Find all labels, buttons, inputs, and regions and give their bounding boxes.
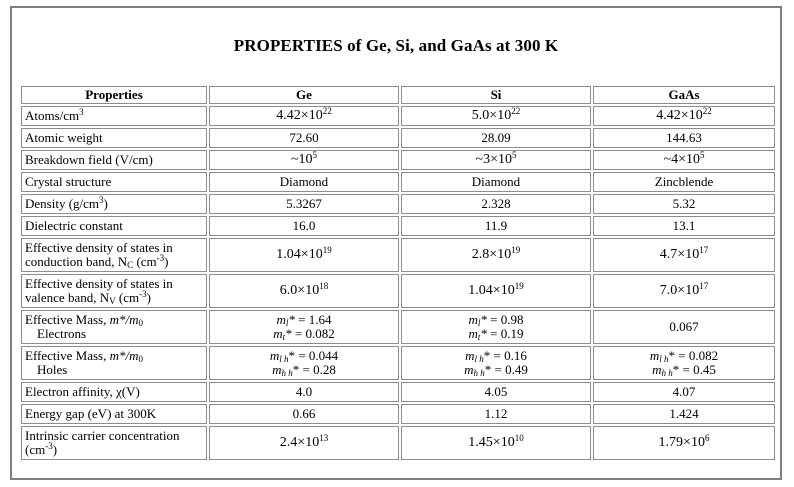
cell-si: 11.9: [401, 216, 591, 236]
cell-ge: 5.3267: [209, 194, 399, 214]
cell-gaas: 5.32: [593, 194, 775, 214]
row-intrinsic-carrier-concentration: [21, 426, 775, 460]
row-conduction-band-density: [21, 238, 775, 272]
cell-ge: 72.60: [209, 128, 399, 148]
row-label: Breakdown field (V/cm): [21, 150, 207, 170]
cell-gaas: $\sim 4\times 10^5$: [593, 150, 775, 170]
row-effective-mass-holes: [21, 346, 775, 380]
header-ge: Ge: [209, 86, 399, 104]
header-si: Si: [401, 86, 591, 104]
cell-gaas: 13.1: [593, 216, 775, 236]
row-label: Crystal structure: [21, 172, 207, 192]
row-breakdown-field: [21, 150, 775, 170]
header-row: [21, 86, 775, 104]
cell-ge: $m_{l h}* = 0.044$ $m_{h h}* = 0.28$: [209, 346, 399, 380]
row-label: Atoms/$cm^3$: [21, 106, 207, 126]
properties-card: [10, 6, 782, 480]
cell-gaas: $7.0\times 10^{17}$: [593, 274, 775, 308]
cell-si: $1.45\times 10^{10}$: [401, 426, 591, 460]
row-label: Electron affinity, χ(V): [21, 382, 207, 402]
cell-si: 28.09: [401, 128, 591, 148]
cell-gaas: $1.79\times 10^6$: [593, 426, 775, 460]
row-dielectric-constant: [21, 216, 775, 236]
cell-gaas: 1.424: [593, 404, 775, 424]
cell-si: $m_{l h}* = 0.16$ $m_{h h}* = 0.49$: [401, 346, 591, 380]
row-label: Effective Mass, $m*/m_0$ Holes: [21, 346, 207, 380]
cell-ge: $2.4\times 10^{13}$: [209, 426, 399, 460]
row-label: Dielectric constant: [21, 216, 207, 236]
row-atoms: [21, 106, 775, 126]
cell-ge: $\sim 10^5$: [209, 150, 399, 170]
row-energy-gap: [21, 404, 775, 424]
row-effective-mass-electrons: [21, 310, 775, 344]
cell-si: Diamond: [401, 172, 591, 192]
row-label: Effective density of states in valence band, $N_V$ $(cm^{-3})$: [21, 274, 207, 308]
row-label: Energy gap (eV) at 300K: [21, 404, 207, 424]
cell-gaas: $4.7\times 10^{17}$: [593, 238, 775, 272]
cell-si: $\sim 3\times 10^5$: [401, 150, 591, 170]
cell-si: $2.8\times 10^{19}$: [401, 238, 591, 272]
cell-gaas: 4.07: [593, 382, 775, 402]
row-density: [21, 194, 775, 214]
cell-gaas: $4.42\times 10^{22}$: [593, 106, 775, 126]
row-label: Intrinsic carrier concentration $(cm^{-3})$: [21, 426, 207, 460]
header-gaas: GaAs: [593, 86, 775, 104]
row-label: Effective density of states in conduction band, $N_C$ $(cm^{-3})$: [21, 238, 207, 272]
cell-si: $m_l* = 0.98$ $m_t* = 0.19$: [401, 310, 591, 344]
cell-gaas: $m_{l h}* = 0.082$ $m_{h h}* = 0.45$: [593, 346, 775, 380]
cell-gaas: 144.63: [593, 128, 775, 148]
cell-si: $1.04\times 10^{19}$: [401, 274, 591, 308]
cell-ge: $4.42\times 10^{22}$: [209, 106, 399, 126]
cell-ge: Diamond: [209, 172, 399, 192]
row-atomic-weight: [21, 128, 775, 148]
cell-si: $5.0\times 10^{22}$: [401, 106, 591, 126]
cell-ge: $1.04\times 10^{19}$: [209, 238, 399, 272]
row-label: Effective Mass, $m*/m_0$ Electrons: [21, 310, 207, 344]
cell-ge: 0.66: [209, 404, 399, 424]
row-crystal-structure: [21, 172, 775, 192]
cell-ge: 16.0: [209, 216, 399, 236]
row-valence-band-density: [21, 274, 775, 308]
cell-gaas: Zincblende: [593, 172, 775, 192]
cell-si: 4.05: [401, 382, 591, 402]
cell-si: 1.12: [401, 404, 591, 424]
row-label: Atomic weight: [21, 128, 207, 148]
header-properties: Properties: [21, 86, 207, 104]
cell-ge: 4.0: [209, 382, 399, 402]
row-electron-affinity: [21, 382, 775, 402]
cell-gaas: 0.067: [593, 310, 775, 344]
cell-ge: $m_l* = 1.64$ $m_t* = 0.082$: [209, 310, 399, 344]
cell-ge: $6.0\times 10^{18}$: [209, 274, 399, 308]
properties-table: [19, 84, 777, 462]
table-title: PROPERTIES of Ge, Si, and GaAs at 300 K: [233, 36, 559, 55]
cell-si: 2.328: [401, 194, 591, 214]
row-label: Density $(g/cm^3)$: [21, 194, 207, 214]
